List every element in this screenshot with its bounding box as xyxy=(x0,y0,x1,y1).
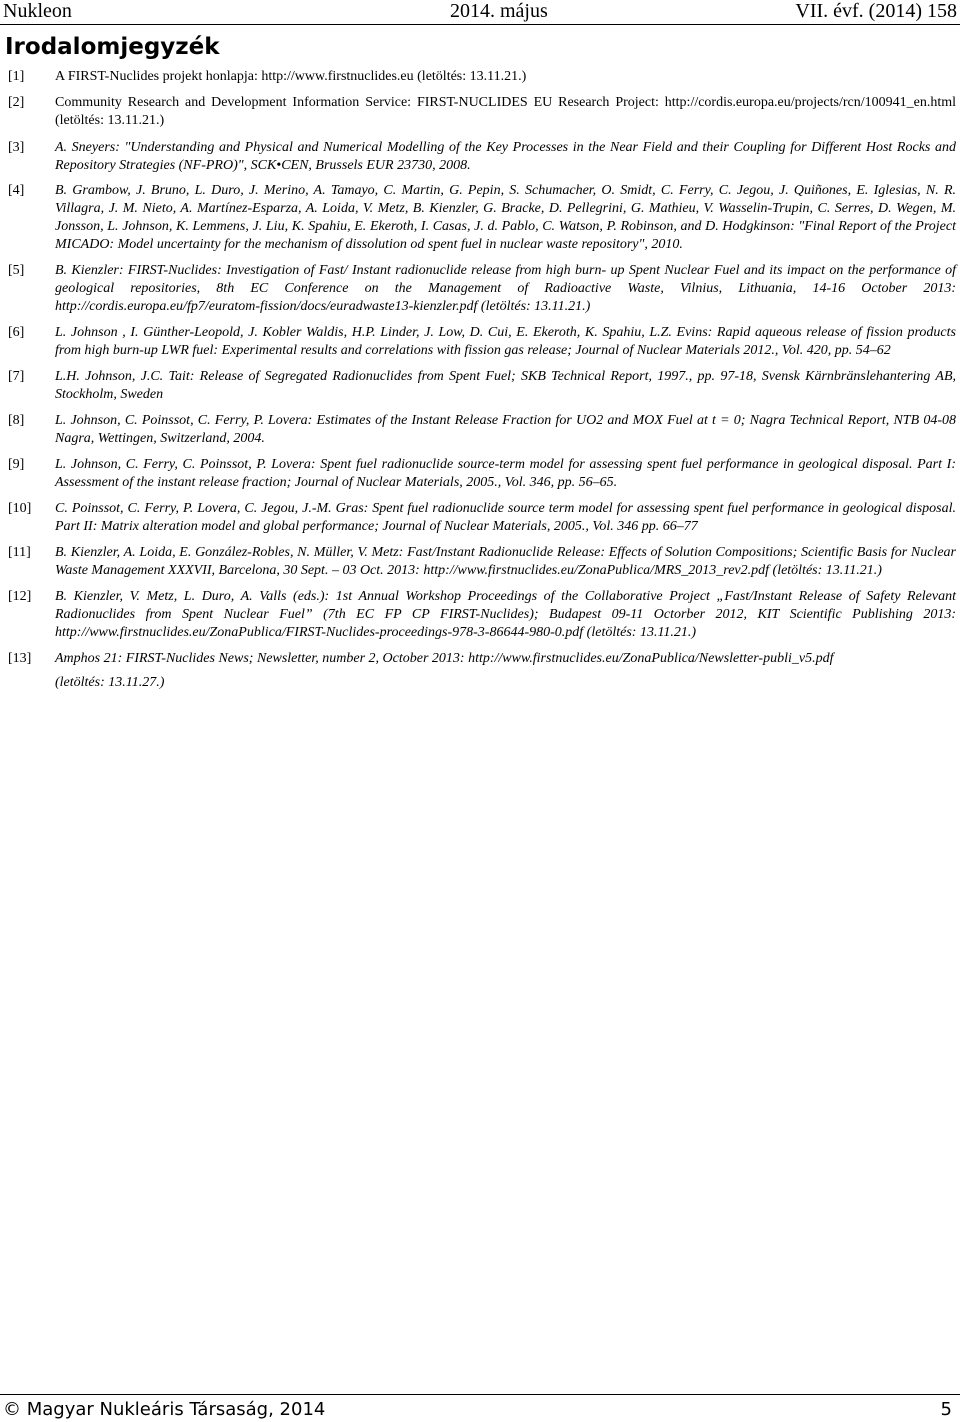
reference-12 xyxy=(8,588,956,642)
reference-6 xyxy=(8,324,956,360)
reference-number: [12] xyxy=(8,589,32,604)
reference-text-access-date: (letöltés: 13.11.27.) xyxy=(55,675,165,690)
footer-divider xyxy=(0,1394,960,1395)
copyright-notice: © Magyar Nukleáris Társaság, 2014 xyxy=(3,1399,326,1420)
reference-7 xyxy=(8,368,956,404)
reference-text: B. Grambow, J. Bruno, L. Duro, J. Merino, A. Tamayo, C. Martin, G. Pepin, S. Schumacher, O. Smidt, C. Ferry, C. Jegou, J. Quiñones, E. Iglesias, N. R. Villagra, J. M. Nieto, A. Martínez-Esparza, A. Loida, V. Metz, B. Kienzler, G. Bracke, D. Pellegrini, G. Mathieu, V. Wasselin-Trupin, C. Serres, D. Wegen, M. Jonsson, L. Johnson, K. Lemmens, J. Liu, K. Spahiu, E. Ekeroth, I. Casas, J. d. Pablo, C. Watson, P. Robinson, and D. Hodgkinson: "Final Report of the Project MICADO: Model uncertainty for the mechanism of dissolution od spent fuel in nuclear waste repository", 2010. xyxy=(55,183,956,252)
reference-text: Amphos 21: FIRST-Nuclides News; Newsletter, number 2, October 2013: http://www.firstnuclides.eu/ZonaPublica/Newsletter-publi_v5.pdf xyxy=(55,651,834,666)
reference-text: A FIRST-Nuclides projekt honlapja: http://www.firstnuclides.eu (letöltés: 13.11.21.) xyxy=(55,69,527,84)
reference-number: [9] xyxy=(8,457,25,472)
page-number: 5 xyxy=(940,1399,952,1420)
reference-5 xyxy=(8,262,956,316)
reference-number: [2] xyxy=(8,95,25,110)
volume-info: VII. évf. (2014) 158 xyxy=(795,0,957,22)
reference-number: [5] xyxy=(8,263,25,278)
reference-number: [6] xyxy=(8,325,25,340)
reference-text: C. Poinssot, C. Ferry, P. Lovera, C. Jegou, J.-M. Gras: Spent fuel radionuclide source term model for assessing spent fuel performance in geological disposal. Part II: Matrix alteration model and global performance; Journal of Nuclear Materials, 2005., Vol. 346 pp. 66–77 xyxy=(55,501,956,534)
reference-number: [13] xyxy=(8,651,32,666)
issue-date: 2014. május xyxy=(450,0,548,22)
reference-number: [10] xyxy=(8,501,32,516)
reference-8 xyxy=(8,412,956,448)
reference-3 xyxy=(8,139,956,175)
reference-text: L. Johnson, C. Poinssot, C. Ferry, P. Lovera: Estimates of the Instant Release Fraction for UO2 and MOX Fuel at t = 0; Nagra Technical Report, NTB 04-08 Nagra, Wettingen, Switzerland, 2004. xyxy=(55,413,956,446)
reference-text: L.H. Johnson, J.C. Tait: Release of Segregated Radionuclides from Spent Fuel; SKB Technical Report, 1997., pp. 97-18, Svensk Kärnbränslehantering AB, Stockholm, Sweden xyxy=(55,369,956,402)
reference-2 xyxy=(8,94,956,130)
reference-text: L. Johnson, C. Ferry, C. Poinssot, P. Lovera: Spent fuel radionuclide source-term model for assessing spent fuel performance in geological disposal. Part I: Assessment of the instant release fraction; Journal of Nuclear Materials, 2005., Vol. 346, pp. 56–65. xyxy=(55,457,956,490)
reference-4 xyxy=(8,182,956,254)
reference-text: A. Sneyers: "Understanding and Physical and Numerical Modelling of the Key Processes in the Near Field and their Coupling for Different Host Rocks and Repository Strategies (NF-PRO)", SCK•CEN, Brussels EUR 23730, 2008. xyxy=(55,140,956,173)
reference-text: B. Kienzler, V. Metz, L. Duro, A. Valls (eds.): 1st Annual Workshop Proceedings of the Collaborative Project „Fast/Instant Release of Safety Relevant Radionuclides from Spent Nuclear Fuel” (7th EC FP CP FIRST-Nuclides); Budapest 09-11 Octorber 2012, KIT Scientific Publishing 2013: http://www.firstnuclides.eu/ZonaPublica/FIRST-Nuclides-proceedings-978-3-86644-980-0.pdf (letöltés: 13.11.21.) xyxy=(55,589,956,640)
reference-number: [7] xyxy=(8,369,25,384)
page-footer xyxy=(0,1398,960,1422)
journal-name: Nukleon xyxy=(3,0,72,22)
reference-text: L. Johnson , I. Günther-Leopold, J. Kobler Waldis, H.P. Linder, J. Low, D. Cui, E. Ekeroth, K. Spahiu, L.Z. Evins: Rapid aqueous release of fission products from high burn-up LWR fuel: Experimental results and correlations with fission gas release; Journal of Nuclear Materials 2012., Vol. 420, pp. 54–62 xyxy=(55,325,956,358)
reference-1 xyxy=(8,68,956,86)
reference-number: [3] xyxy=(8,140,25,155)
reference-11 xyxy=(8,544,956,580)
page-header xyxy=(0,0,960,25)
section-title: Irodalomjegyzék xyxy=(5,34,220,60)
reference-9 xyxy=(8,456,956,492)
reference-text: Community Research and Development Information Service: FIRST-NUCLIDES EU Research Project: http://cordis.europa.eu/projects/rcn/100941_en.html (letöltés: 13.11.21.) xyxy=(55,95,956,128)
reference-text: B. Kienzler: FIRST-Nuclides: Investigation of Fast/ Instant radionuclide release from high burn- up Spent Nuclear Fuel and its impact on the performance of geological repositories, 8th EC Conference on the Management of Radioactive Waste, Vilnius, Lithuania, 14-16 October 2013: http://cordis.europa.eu/fp7/euratom-fission/docs/euradwaste13-kienzler.pdf (letöltés: 13.11.21.) xyxy=(55,263,956,314)
reference-10 xyxy=(8,500,956,536)
reference-list xyxy=(8,68,956,692)
reference-number: [4] xyxy=(8,183,25,198)
reference-number: [11] xyxy=(8,545,31,560)
reference-number: [1] xyxy=(8,69,25,84)
reference-13 xyxy=(8,650,956,692)
reference-text: B. Kienzler, A. Loida, E. González-Robles, N. Müller, V. Metz: Fast/Instant Radionuclide Release: Effects of Solution Compositions; Scientific Basis for Nuclear Waste Management XXXVII, Barcelona, 30 Sept. – 03 Oct. 2013: http://www.firstnuclides.eu/ZonaPublica/MRS_2013_rev2.pdf (letöltés: 13.11.21.) xyxy=(55,545,956,578)
reference-number: [8] xyxy=(8,413,25,428)
